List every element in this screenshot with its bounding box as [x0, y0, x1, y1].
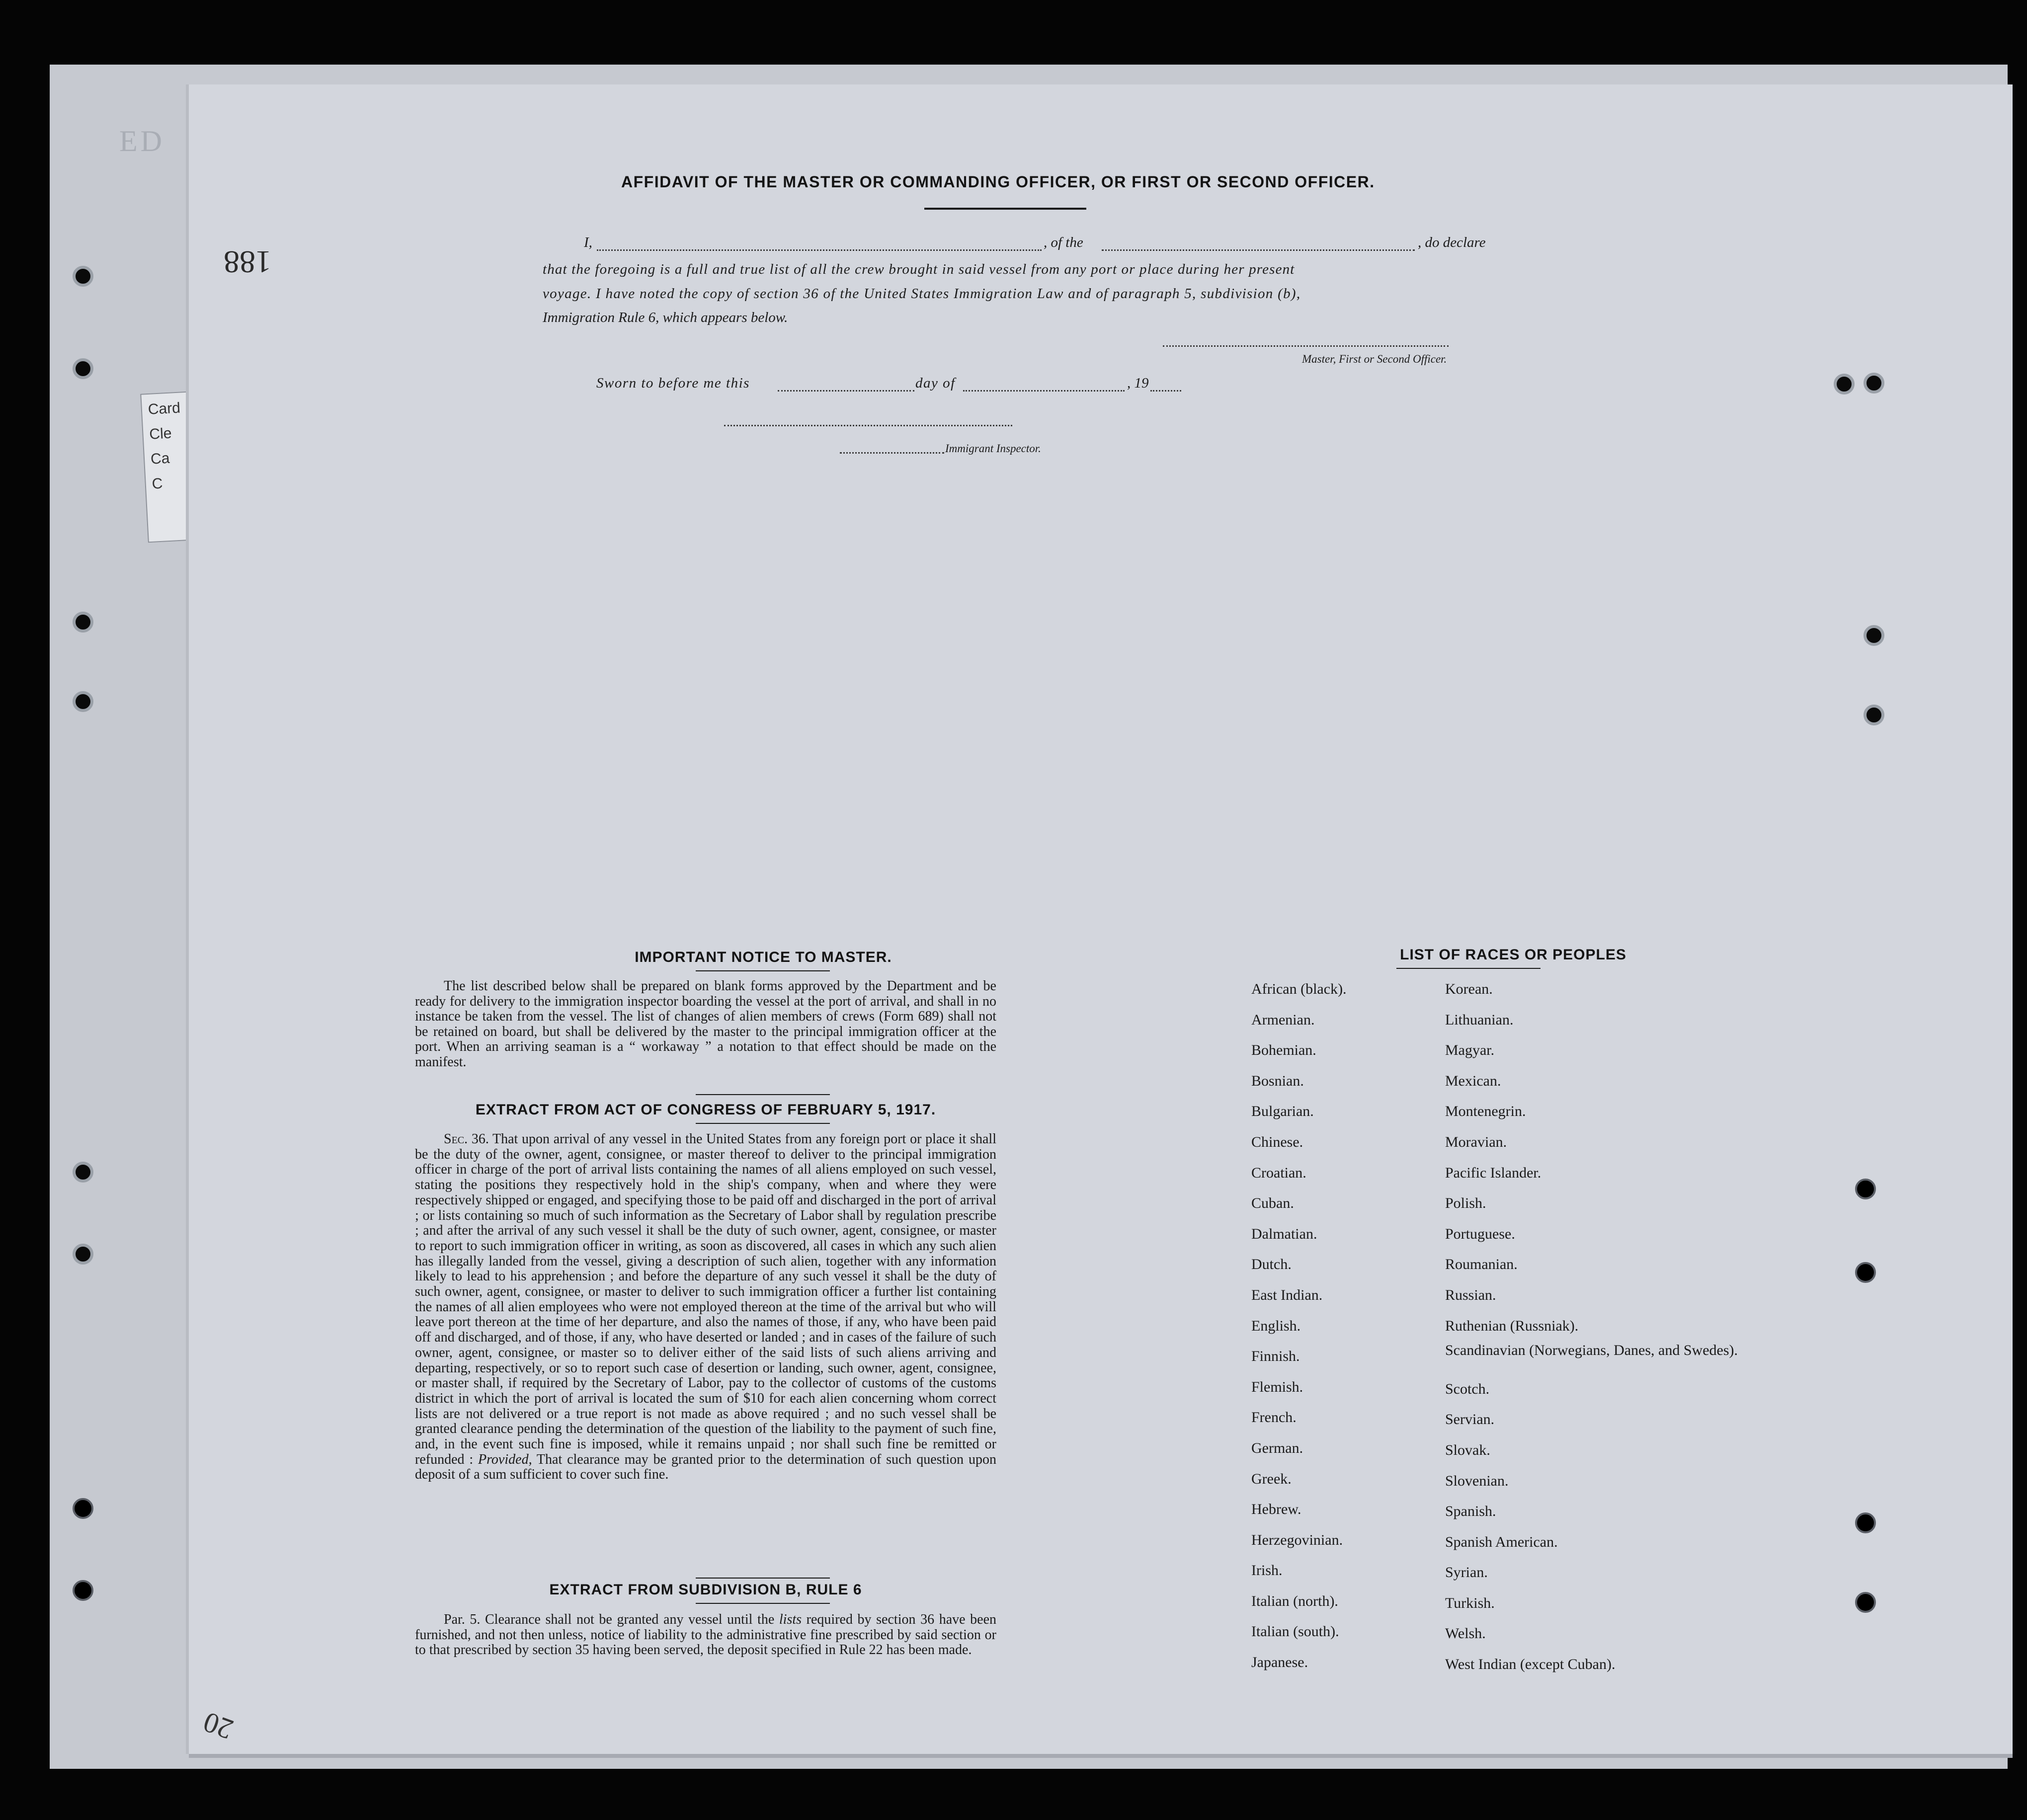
sworn-month-blank — [963, 390, 1125, 392]
race-item: Russian. — [1445, 1286, 1496, 1303]
day-of-text: day of — [915, 375, 956, 391]
race-item: Armenian. — [1251, 1011, 1315, 1028]
race-item: Irish. — [1251, 1562, 1283, 1579]
declaration-body-line-2: that the foregoing is a full and true list of all the crew brought in said vessel from any port or place during her present — [543, 261, 1295, 277]
declaration-body-line-3: voyage. I have noted the copy of section 36 of the United States Immigration Law and of paragraph 5, subdivision (b), — [543, 286, 1301, 302]
rule-text-b: required by section 36 have been furnished, and not then unless, notice of liability to the administrative fine prescribed by said section or to that prescribed by section 35 having been served, the deposit specified in Rule 22 has been made. — [415, 1612, 997, 1658]
rule-text-a: Par. 5. Clearance shall not be granted any vessel until the — [444, 1612, 775, 1627]
race-item: Spanish. — [1445, 1503, 1496, 1520]
master-signature-label: Master, First or Second Officer. — [1302, 353, 1447, 365]
lists-word: lists — [779, 1612, 802, 1627]
race-item: Moravian. — [1445, 1133, 1507, 1150]
section-tail: That clearance may be granted prior to the determination of such question upon deposit of a sum sufficient to cover such fine. — [415, 1451, 996, 1483]
section-label: Sec. 36. — [444, 1131, 489, 1147]
race-item: Dalmatian. — [1251, 1225, 1317, 1242]
rule-extract-body — [415, 1612, 996, 1658]
sworn-day-blank — [778, 390, 914, 392]
binder-hole — [1864, 625, 1884, 646]
race-item: Italian (south). — [1251, 1623, 1339, 1640]
binder-hole — [73, 358, 93, 379]
master-signature-blank — [1163, 345, 1449, 347]
notice-body: The list described below shall be prepared on blank forms approved by the Department and be ready for delivery to the immigration inspector boarding the vessel at the port of arrival, and shall in no instance be taken from the vessel. The list of changes of alien members of crews (Form 689) shall not be retained on board, but shall be delivered by the master to the principal immigration officer at the port. When an arriving seaman is a “ workaway ” a notation to that effect should be made on the manifest. — [415, 978, 996, 1070]
race-item: Servian. — [1445, 1411, 1495, 1428]
declaration-body-line-4: Immigration Rule 6, which appears below. — [543, 310, 788, 325]
affidavit-sheet — [189, 84, 2013, 1754]
race-item: East Indian. — [1251, 1286, 1323, 1303]
binder-hole — [1855, 1592, 1876, 1613]
race-item: Bulgarian. — [1251, 1103, 1314, 1120]
of-the-text: , of the — [1044, 235, 1083, 250]
rule-title-rule — [696, 1603, 830, 1604]
race-item: Roumanian. — [1445, 1256, 1518, 1273]
race-item: Welsh. — [1445, 1625, 1486, 1642]
race-item: Ruthenian (Russniak). — [1445, 1317, 1579, 1334]
inspector-signature-blank — [840, 452, 944, 454]
race-item: Dutch. — [1251, 1256, 1292, 1273]
notice-end-rule — [696, 1094, 830, 1095]
races-right-column — [1445, 974, 1738, 1680]
race-item: Bosnian. — [1251, 1072, 1304, 1089]
page-number-top: 188 — [224, 244, 271, 280]
race-item: Finnish. — [1251, 1348, 1300, 1365]
sworn-text: Sworn to before me this — [596, 375, 750, 391]
title-rule — [924, 208, 1086, 210]
race-item: Turkish. — [1445, 1594, 1495, 1611]
race-item: Cuban. — [1251, 1195, 1294, 1212]
race-item: Korean. — [1445, 981, 1493, 997]
act-title-rule — [696, 1123, 830, 1124]
race-item: Scandinavian (Norwegians, Danes, and Swedes). — [1445, 1342, 1738, 1359]
race-item: African (black). — [1251, 981, 1347, 997]
affidavit-title: AFFIDAVIT OF THE MASTER OR COMMANDING OFFICER, OR FIRST OR SECOND OFFICER. — [621, 173, 1375, 191]
race-item: French. — [1251, 1409, 1297, 1426]
act-extract-title: EXTRACT FROM ACT OF CONGRESS OF FEBRUARY 5, 1917. — [475, 1102, 936, 1118]
stamp-fragment: Card Cle Ca C — [140, 392, 196, 543]
race-item: Lithuanian. — [1445, 1011, 1514, 1028]
binder-hole — [1864, 373, 1884, 394]
ghost-text: ED — [119, 125, 165, 158]
sworn-line — [596, 375, 1242, 395]
races-title-rule — [1396, 968, 1541, 969]
act-extract-body — [415, 1132, 996, 1483]
binder-hole — [73, 1498, 93, 1519]
binder-hole — [1855, 1262, 1876, 1283]
binder-hole — [73, 266, 93, 287]
inspector-label: Immigrant Inspector. — [945, 442, 1041, 455]
declarant-prefix: I, — [584, 235, 592, 250]
vessel-name-blank — [1102, 249, 1415, 251]
race-item: Mexican. — [1445, 1072, 1501, 1089]
binder-hole — [73, 1580, 93, 1601]
do-declare-text: , do declare — [1418, 235, 1486, 250]
race-item: Spanish American. — [1445, 1533, 1558, 1550]
race-item: Greek. — [1251, 1470, 1292, 1487]
race-item: Syrian. — [1445, 1564, 1488, 1581]
race-item: Flemish. — [1251, 1378, 1303, 1395]
race-item: Portuguese. — [1445, 1225, 1515, 1242]
race-item: Polish. — [1445, 1195, 1486, 1212]
binder-hole — [1834, 374, 1855, 395]
act-end-rule — [696, 1578, 830, 1579]
declaration-line — [584, 235, 1675, 254]
race-item: German. — [1251, 1439, 1303, 1456]
binder-hole — [73, 1162, 93, 1183]
race-item: Italian (north). — [1251, 1592, 1338, 1609]
races-title: LIST OF RACES OR PEOPLES — [1400, 947, 1626, 963]
binder-hole — [73, 612, 93, 633]
races-left-column — [1251, 974, 1347, 1678]
race-item: Chinese. — [1251, 1133, 1303, 1150]
binder-hole — [1864, 705, 1884, 725]
race-item: Scotch. — [1445, 1380, 1490, 1397]
rule-extract-title: EXTRACT FROM SUBDIVISION B, RULE 6 — [549, 1582, 862, 1598]
race-item: Magyar. — [1445, 1042, 1495, 1059]
binder-hole — [73, 1244, 93, 1265]
race-item: West Indian (except Cuban). — [1445, 1656, 1616, 1673]
notice-title-rule — [696, 970, 830, 971]
inspector-signature-blank-top — [724, 425, 1012, 426]
race-item: Bohemian. — [1251, 1042, 1316, 1059]
notice-title: IMPORTANT NOTICE TO MASTER. — [635, 949, 892, 965]
page-number-bottom: 20 — [199, 1706, 238, 1746]
year-text: , 19 — [1127, 375, 1149, 391]
race-item: Japanese. — [1251, 1654, 1308, 1671]
section-text: That upon arrival of any vessel in the United States from any foreign port or place it shall be the duty of the owner, agent, consignee, or master thereof to deliver to the principal immigration officer in charge of the port of arrival lists containing the names of all aliens employed on such vessel, stating the positions they respectively hold in the ship's company, when and where they were respectively shipped or engaged, and specifying those to be paid off and discharged in the port of arrival ; or lists containing so much of such information as the Secretary of Labor shall by regulation prescribe ; and after the arrival of any such vessel it shall be the duty of such owner, agent, consignee, or master to report to such immigration officer in writing, as soon as discovered, all cases in which any such alien has illegally landed from the vessel, giving a description of such alien, together with any information likely to lead to his apprehension ; and before the departure of any such vessel it shall be the duty of such owner, agent, consignee, or master to deliver to such immigration officer a further list containing the names of all alien employees who were not employed thereon at the time of the arrival but who will leave port thereon at the time of her departure, and also the names of those, if any, who have been paid off and discharged, and of those, if any, who have deserted or landed ; and in cases of the failure of such owner, agent, consignee, or master so to deliver either of the said lists of such aliens arriving and departing, respectively, or so to report such case of desertion or landing, such owner, agent, consignee, or master shall, if required by the Secretary of Labor, pay to the collector of customs of the customs district in which the port of arrival is located the sum of $10 for each alien concerning whom correct lists are not delivered or a true report is not made as above required ; and no such vessel shall be granted clearance pending the determination of the question of the liability to the payment of such fine, and, in the event such fine is imposed, while it remains unpaid ; nor shall such fine be remitted or refunded : — [415, 1131, 996, 1467]
provided-word: Provided, — [478, 1451, 532, 1467]
binder-hole — [1855, 1179, 1876, 1199]
race-item: Herzegovinian. — [1251, 1531, 1343, 1548]
race-item: Hebrew. — [1251, 1501, 1301, 1518]
binder-hole — [73, 691, 93, 712]
race-item: Pacific Islander. — [1445, 1164, 1541, 1181]
race-item: Montenegrin. — [1445, 1103, 1526, 1120]
race-item: Croatian. — [1251, 1164, 1306, 1181]
race-item: English. — [1251, 1317, 1301, 1334]
declarant-name-blank — [597, 249, 1042, 251]
race-item: Slovak. — [1445, 1441, 1490, 1458]
race-item: Slovenian. — [1445, 1472, 1509, 1489]
binder-hole — [1855, 1512, 1876, 1533]
sworn-year-blank — [1150, 390, 1181, 392]
